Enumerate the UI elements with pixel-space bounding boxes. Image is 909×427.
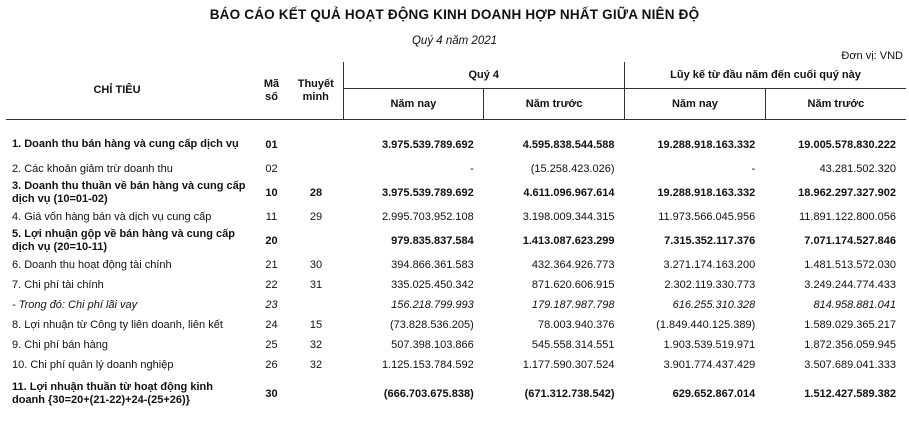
table-row — [6, 179, 906, 207]
column-header-item: CHỈ TIÊU — [6, 62, 254, 120]
income-statement-table — [6, 62, 906, 409]
row-ytd-last-year: 18.962.297.327.902 — [798, 187, 897, 199]
row-quarter-last-year: 1.413.087.623.299 — [522, 235, 615, 247]
table-row — [6, 159, 906, 179]
row-ytd-last-year: 7.071.174.527.846 — [804, 235, 897, 247]
row-quarter-this-year: 2.995.703.952.108 — [381, 211, 474, 223]
row-code: 22 — [265, 279, 278, 291]
row-item: 7. Chi phí tài chính — [12, 278, 104, 291]
row-ytd-this-year: 3.901.774.437.429 — [663, 359, 756, 371]
row-note: 15 — [309, 319, 323, 331]
table-row — [6, 335, 906, 355]
column-header-ytd-last-year: Năm trước — [765, 89, 906, 120]
report-title: BÁO CÁO KẾT QUẢ HOẠT ĐỘNG KINH DOANH HỢP NHẤT GIỮA NIÊN ĐỘ — [209, 7, 700, 22]
row-ytd-last-year: 1.481.513.572.030 — [804, 259, 897, 271]
row-quarter-last-year: 4.611.096.967.614 — [523, 187, 615, 199]
row-item: 1. Doanh thu bán hàng và cung cấp dịch vụ — [12, 138, 239, 150]
table-row — [6, 207, 906, 227]
row-ytd-this-year: 2.302.119.330.773 — [664, 279, 756, 291]
row-item: 4. Giá vốn hàng bán và dịch vụ cung cấp — [12, 210, 212, 223]
row-note — [289, 120, 343, 160]
row-ytd-this-year: 629.652.867.014 — [672, 388, 756, 400]
row-quarter-last-year: 1.177.590.307.524 — [522, 359, 615, 371]
row-quarter-this-year: (73.828.536.205) — [389, 319, 474, 331]
row-code: 30 — [265, 388, 278, 400]
currency-unit: Đơn vị: VND — [841, 50, 903, 62]
row-item: 2. Các khoản giảm trừ doanh thu — [12, 162, 173, 175]
column-header-quarter-this-year: Năm nay — [343, 89, 484, 120]
row-ytd-last-year: 1.872.356.059.945 — [804, 339, 897, 351]
row-quarter-last-year: (671.312.738.542) — [524, 388, 615, 400]
column-header-code: Mã số — [254, 62, 289, 120]
table-row — [6, 120, 906, 160]
row-quarter-this-year: 335.025.450.342 — [391, 279, 474, 291]
table-row — [6, 315, 906, 335]
row-code: 21 — [265, 259, 278, 271]
row-code: 11 — [265, 211, 278, 223]
row-note — [289, 159, 343, 179]
row-note: 31 — [309, 279, 323, 291]
row-ytd-last-year: 19.005.578.830.222 — [798, 138, 897, 151]
row-ytd-this-year: 19.288.918.163.332 — [657, 138, 756, 151]
row-ytd-this-year: 616.255.310.328 — [672, 299, 756, 311]
row-quarter-last-year: 871.620.606.915 — [531, 279, 615, 291]
row-item: 9. Chi phí bán hàng — [12, 338, 109, 351]
row-note — [289, 227, 343, 255]
row-code: 20 — [265, 235, 278, 247]
column-group-ytd: Lũy kế từ đầu năm đến cuối quý này — [625, 62, 907, 89]
row-item: 5. Lợi nhuận gộp về bán hàng và cung cấp dịch vụ (20=10-11) — [12, 228, 235, 253]
row-quarter-this-year: 3.975.539.789.692 — [381, 138, 474, 151]
row-note — [289, 379, 343, 409]
row-ytd-this-year: 11.973.566.045.956 — [658, 211, 756, 223]
row-quarter-this-year: 156.218.799.993 — [391, 299, 474, 311]
row-item: 11. Lợi nhuận thuần từ hoạt động kinh doanh {30=20+(21-22)+24-(25+26)} — [12, 381, 213, 406]
row-note: 28 — [309, 187, 323, 199]
row-code: 24 — [265, 319, 278, 331]
row-ytd-last-year: 1.512.427.589.382 — [804, 388, 897, 400]
row-note — [289, 295, 343, 315]
row-ytd-last-year: 3.507.689.041.333 — [804, 359, 897, 371]
row-code: 23 — [265, 299, 278, 311]
row-item: 8. Lợi nhuận từ Công ty liên doanh, liên kết — [12, 318, 223, 331]
row-ytd-this-year: 19.288.918.163.332 — [657, 187, 756, 199]
row-quarter-last-year: 78.003.940.376 — [538, 319, 615, 331]
row-code: 01 — [265, 138, 278, 151]
row-ytd-last-year: 1.589.029.365.217 — [804, 319, 897, 331]
row-ytd-last-year: 3.249.244.774.433 — [804, 279, 897, 291]
row-note: 32 — [309, 359, 323, 371]
row-quarter-last-year: 4.595.838.544.588 — [522, 138, 615, 151]
row-ytd-last-year: 814.958.881.041 — [813, 299, 897, 311]
table-row — [6, 379, 906, 409]
report-period: Quý 4 năm 2021 — [411, 35, 498, 47]
row-ytd-this-year: 7.315.352.117.376 — [664, 235, 756, 247]
table-row — [6, 255, 906, 275]
table-row — [6, 275, 906, 295]
row-quarter-last-year: 545.558.314.551 — [531, 339, 615, 351]
column-header-quarter-last-year: Năm trước — [484, 89, 625, 120]
column-header-note: Thuyết minh — [289, 62, 343, 120]
row-ytd-last-year: 43.281.502.320 — [819, 163, 897, 175]
row-quarter-this-year: 394.866.361.583 — [391, 259, 474, 271]
row-quarter-this-year: - — [470, 163, 474, 175]
row-ytd-this-year: 3.271.174.163.200 — [663, 259, 756, 271]
column-header-ytd-this-year: Năm nay — [625, 89, 766, 120]
row-code: 02 — [265, 163, 278, 175]
row-item: 10. Chi phí quản lý doanh nghiệp — [12, 358, 174, 371]
row-quarter-last-year: 432.364.926.773 — [531, 259, 615, 271]
row-code: 26 — [265, 359, 278, 371]
row-ytd-this-year: 1.903.539.519.971 — [663, 339, 756, 351]
table-row — [6, 227, 906, 255]
row-ytd-last-year: 11.891.122.800.056 — [798, 211, 897, 223]
row-item: 6. Doanh thu hoạt động tài chính — [12, 258, 172, 271]
row-quarter-last-year: (15.258.423.026) — [530, 163, 615, 175]
row-quarter-this-year: 3.975.539.789.692 — [381, 187, 474, 199]
row-note: 32 — [309, 339, 323, 351]
row-ytd-this-year: - — [751, 163, 756, 175]
table-row — [6, 295, 906, 315]
row-code: 25 — [265, 339, 278, 351]
table-row — [6, 355, 906, 375]
row-ytd-this-year: (1.849.440.125.389) — [656, 319, 756, 331]
row-code: 10 — [265, 187, 278, 199]
row-quarter-this-year: 979.835.837.584 — [391, 235, 474, 247]
column-group-quarter: Quý 4 — [343, 62, 625, 89]
row-quarter-last-year: 179.187.987.798 — [531, 299, 615, 311]
row-item: 3. Doanh thu thuần về bán hàng và cung cấp dịch vụ (10=01-02) — [12, 180, 246, 205]
row-quarter-last-year: 3.198.009.344.315 — [522, 211, 615, 223]
row-quarter-this-year: (666.703.675.838) — [383, 388, 474, 400]
row-item: - Trong đó: Chi phí lãi vay — [12, 298, 138, 311]
row-quarter-this-year: 1.125.153.784.592 — [381, 359, 474, 371]
row-note: 30 — [309, 259, 323, 271]
row-note: 29 — [309, 211, 323, 223]
row-quarter-this-year: 507.398.103.866 — [391, 339, 474, 351]
